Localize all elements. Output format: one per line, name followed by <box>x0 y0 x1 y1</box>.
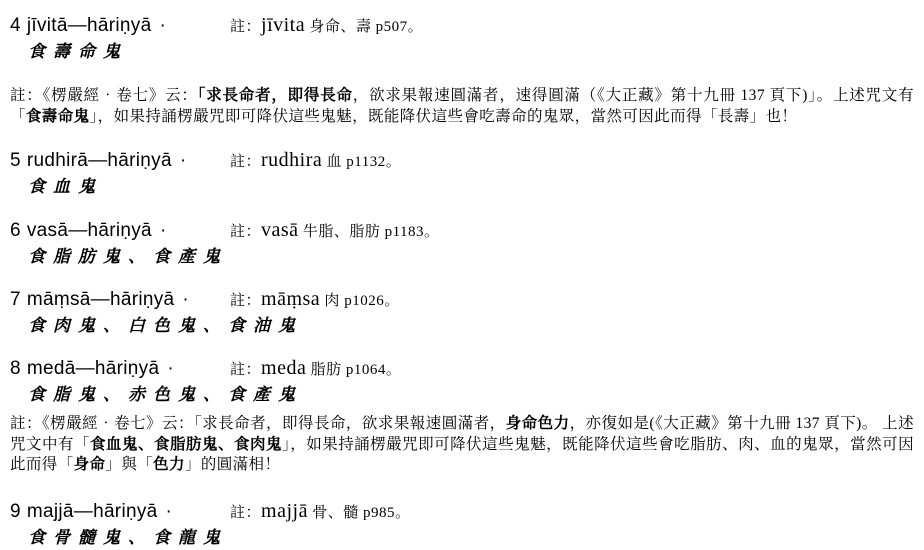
note-page: p985。 <box>362 504 411 521</box>
entry-heading <box>10 355 914 383</box>
entry-sanskrit-term: māṃsā—hāriṇyā <box>26 289 175 310</box>
note-page: p507。 <box>375 19 424 35</box>
entry-number: 9 <box>10 500 21 522</box>
note-latin: vasā <box>261 219 299 241</box>
text-segment: 食血鬼、食脂肪鬼、食肉鬼 <box>89 435 282 453</box>
note-meaning: 身命、壽 <box>309 19 372 35</box>
entry-gloss: 食脂肪鬼、食產鬼 <box>28 247 228 266</box>
note-meaning: 骨、髓 <box>312 504 359 521</box>
note-latin: meda <box>261 357 307 379</box>
entry-9 <box>10 498 914 550</box>
entry-bullet: · <box>182 289 190 310</box>
note-meaning: 牛脂、脂肪 <box>302 224 381 240</box>
note-page: p1132。 <box>346 154 402 170</box>
note-latin: majjā <box>261 499 308 522</box>
entry-number: 8 <box>10 358 21 379</box>
entry-sanskrit-term: medā—hāriṇyā <box>26 358 160 379</box>
entry-sanskrit-term: jīvitā—hāriṇyā <box>26 15 152 36</box>
entry-8 <box>10 355 914 407</box>
entry-note <box>230 147 401 175</box>
entry-bullet: · <box>165 500 173 522</box>
entry-term <box>10 356 230 382</box>
text-segment: 食壽命鬼 <box>25 107 90 125</box>
text-segment: 身命色力 <box>505 415 570 432</box>
note-latin: rudhira <box>261 149 323 171</box>
note-latin: jīvita <box>261 14 306 36</box>
entry-note <box>230 355 401 383</box>
entry-term <box>10 218 230 244</box>
commentary-paragraph-2 <box>10 414 914 476</box>
note-meaning: 脂肪 <box>310 362 342 378</box>
entry-gloss: 食肉鬼、白色鬼、食油鬼 <box>28 316 303 335</box>
entry-number: 4 <box>10 15 21 36</box>
text-segment: 色力 <box>153 456 185 473</box>
note-meaning: 血 <box>326 154 343 170</box>
entry-term <box>10 287 230 313</box>
entry-4 <box>10 12 914 64</box>
entry-sanskrit-term: rudhirā—hāriṇyā <box>26 150 172 171</box>
entry-heading <box>10 498 914 526</box>
entry-5 <box>10 147 914 199</box>
text-segment: ，亦復如是(《大正藏》第十九冊 137 頁下)。 上述咒文中有「 <box>10 415 914 453</box>
entry-sanskrit-term: majjā—hāriṇyā <box>26 500 158 522</box>
text-segment: ，欲求果報速圓滿者，速得圓滿（《大正藏》第十九冊 137 頁下)」。上述咒文有「 <box>10 87 914 125</box>
text-segment: 」與「 <box>105 456 154 473</box>
entry-number: 7 <box>10 289 21 310</box>
entry-gloss: 食脂鬼、赤色鬼、食產鬼 <box>28 385 303 404</box>
entry-number: 5 <box>10 150 21 171</box>
text-segment: 」，如果持誦楞嚴咒即可降伏這些鬼魅，既能降伏這些會吃壽命的鬼眾，當然可因此而得「長壽」也！ <box>89 107 798 125</box>
entry-7 <box>10 286 914 338</box>
entry-bullet: · <box>159 220 167 241</box>
entry-note <box>230 12 423 40</box>
note-label: 註： <box>230 293 262 309</box>
note-label: 註： <box>230 154 262 170</box>
note-latin: māṃsa <box>261 288 321 310</box>
entry-term <box>10 148 230 174</box>
commentary-paragraph-1 <box>10 86 914 127</box>
entry-heading <box>10 286 914 314</box>
note-page: p1064。 <box>345 362 402 378</box>
entry-bullet: · <box>179 150 187 171</box>
entry-gloss: 食壽命鬼 <box>28 42 128 61</box>
entry-heading <box>10 217 914 245</box>
note-label: 註： <box>230 362 262 378</box>
note-label: 註： <box>230 504 262 521</box>
entry-term <box>10 499 230 525</box>
entry-term <box>10 13 230 39</box>
entry-sanskrit-term: vasā—hāriṇyā <box>26 220 152 241</box>
entry-heading <box>10 12 914 40</box>
entry-bullet: · <box>167 358 174 379</box>
entry-gloss: 食血鬼 <box>28 177 103 196</box>
note-page: p1026。 <box>344 293 400 309</box>
text-segment: 註：《楞嚴經‧卷七》云：「求長命者，即得長命，欲求果報速圓滿者， <box>10 415 506 432</box>
entry-number: 6 <box>10 220 21 241</box>
entry-note <box>230 217 440 245</box>
note-meaning: 肉 <box>324 293 340 309</box>
text-segment: 身命 <box>73 456 106 473</box>
note-page: p1183。 <box>384 224 440 240</box>
text-segment: 註：《楞嚴經‧卷七》云： <box>10 87 198 104</box>
text-segment: 」的圓滿相！ <box>184 456 281 473</box>
entry-bullet: · <box>159 15 167 36</box>
entry-heading <box>10 147 914 175</box>
entry-note <box>230 498 410 526</box>
text-segment: 」，如果持誦楞嚴咒即可降伏這些鬼魅，既能降伏這些會吃脂肪、肉、血的鬼眾，當然可因此而得「 <box>10 435 914 473</box>
text-segment: 「求長命者，即得長命 <box>197 87 353 104</box>
entry-6 <box>10 217 914 269</box>
note-label: 註： <box>230 224 262 240</box>
entry-gloss: 食骨髓鬼、食龍鬼 <box>28 527 228 547</box>
note-label: 註： <box>230 19 262 35</box>
entry-note <box>230 286 400 314</box>
